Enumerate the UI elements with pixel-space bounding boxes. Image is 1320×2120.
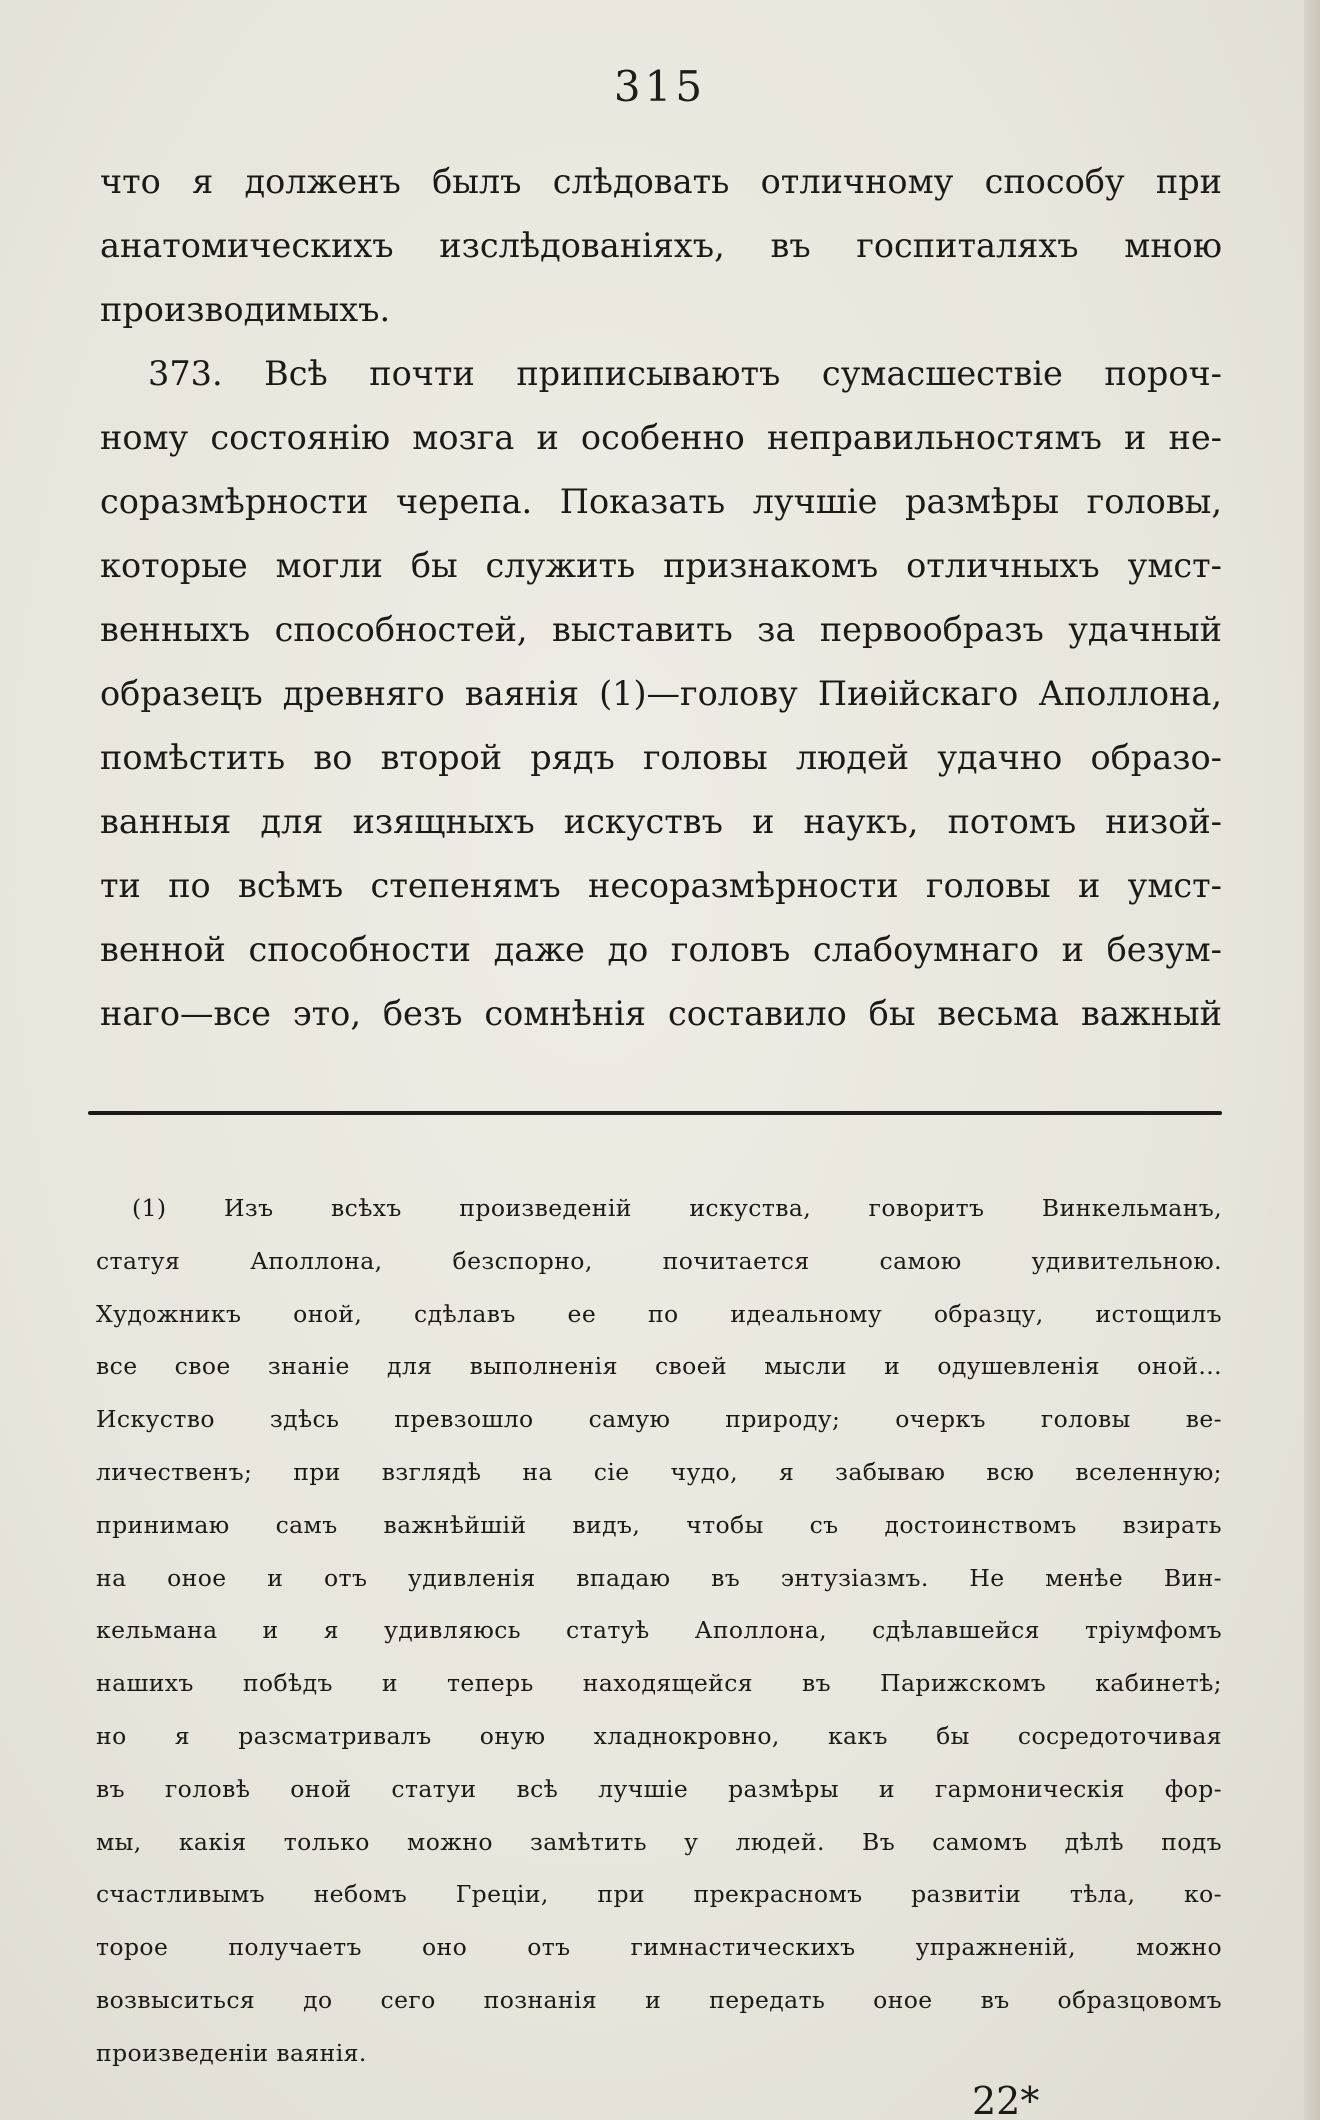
footnote-line: торое получаетъ оно отъ гимнастическихъ упражненій, можно [96, 1933, 1222, 1962]
footnote-line: нашихъ побѣдъ и теперь находящейся въ Парижскомъ кабинетѣ; [96, 1669, 1222, 1698]
footnote-line: мы, какія только можно замѣтить у людей. Въ самомъ дѣлѣ подъ [96, 1827, 1222, 1856]
footnote-separator-rule [88, 1111, 1222, 1115]
footnote-line: статуя Аполлона, безспорно, почитается самою удивительною. [96, 1246, 1222, 1275]
main-text-line: образецъ древняго ваянія (1)—голову Пиѳійскаго Аполлона, [100, 674, 1222, 713]
main-text-line: ванныя для изящныхъ искуствъ и наукъ, потомъ низой- [100, 802, 1222, 841]
footnote-line: (1) Изъ всѣхъ произведеній искуства, говоритъ Винкельманъ, [132, 1194, 1222, 1222]
footnote-line: Искуство здѣсь превзошло самую природу; очеркъ головы ве- [96, 1405, 1222, 1434]
footnote-line: личественъ; при взглядѣ на сіе чудо, я забываю всю вселенную; [96, 1457, 1222, 1486]
page-number: 315 [613, 62, 707, 111]
main-text-line: венной способности даже до головъ слабоумнаго и безум- [100, 930, 1222, 969]
main-text-line: венныхъ способностей, выставить за первообразъ удачный [100, 610, 1222, 649]
footnote-line: возвыситься до сего познанія и передать оное въ образцовомъ [96, 1985, 1222, 2014]
main-text-line: ному состоянію мозга и особенно неправильностямъ и не- [100, 418, 1222, 457]
page-edge-shadow [1304, 0, 1320, 2120]
main-text-line: помѣстить во второй рядъ головы людей удачно образо- [100, 738, 1222, 777]
footnote-line: въ головѣ оной статуи всѣ лучшіе размѣры и гармоническія фор- [96, 1774, 1222, 1803]
footnote-block [96, 1182, 1222, 2080]
printer-signature-mark: 22* [972, 2079, 1040, 2120]
footnote-line: счастливымъ небомъ Греціи, при прекрасномъ развитіи тѣла, ко- [96, 1880, 1222, 1909]
footnote-line: но я разсматривалъ оную хладнокровно, какъ бы сосредоточивая [96, 1721, 1222, 1750]
main-text-line: которые могли бы служить признакомъ отличныхъ умст- [100, 546, 1222, 585]
footnote-line: произведеніи ваянія. [96, 2038, 367, 2067]
main-text-line: анатомическихъ изслѣдованіяхъ, въ госпиталяхъ мною [100, 226, 1222, 265]
paragraph-373-first-line: 373. Всѣ почти приписываютъ сумасшествіе пороч- [148, 354, 1222, 393]
main-text-block [100, 150, 1222, 1046]
main-text-line: что я долженъ былъ слѣдовать отличному способу при [100, 162, 1222, 201]
footnote-line: принимаю самъ важнѣйшій видъ, чтобы съ достоинствомъ взирать [96, 1510, 1222, 1539]
main-text-line: наго—все это, безъ сомнѣнія составило бы весьма важный [100, 994, 1222, 1033]
main-text-line: соразмѣрности черепа. Показать лучшіе размѣры головы, [100, 482, 1222, 521]
main-text-line: ти по всѣмъ степенямъ несоразмѣрности головы и умст- [100, 866, 1222, 905]
main-text-line: производимыхъ. [100, 290, 391, 329]
footnote-line: все свое знаніе для выполненія своей мысли и одушевленія оной... [96, 1352, 1222, 1381]
footnote-line: кельмана и я удивляюсь статуѣ Аполлона, сдѣлавшейся тріумфомъ [96, 1616, 1222, 1645]
footnote-line: Художникъ оной, сдѣлавъ ее по идеальному образцу, истощилъ [96, 1299, 1222, 1328]
footnote-line: на оное и отъ удивленія впадаю въ энтузіазмъ. Не менѣе Вин- [96, 1563, 1222, 1592]
